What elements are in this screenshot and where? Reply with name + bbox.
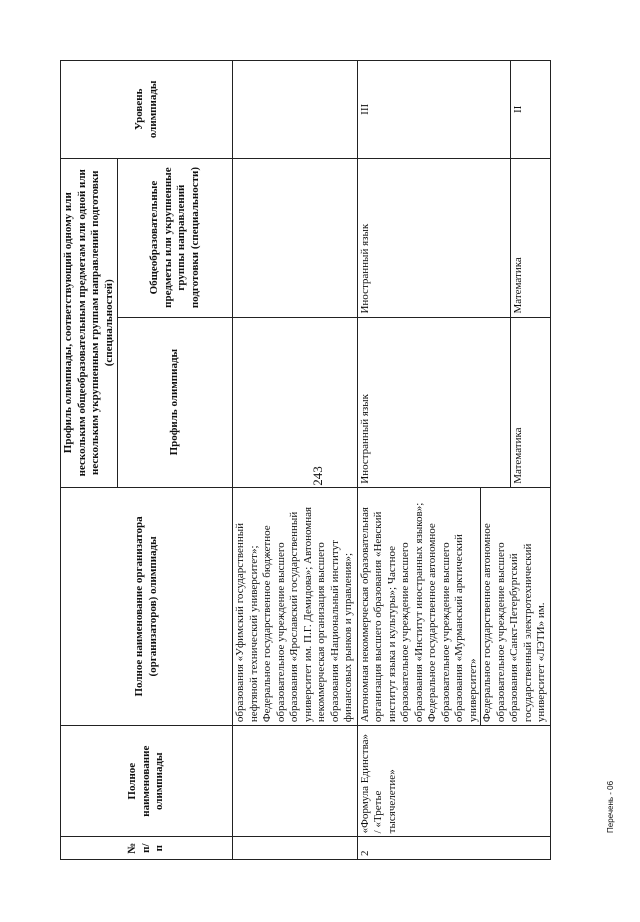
cell-profile: Иностранный язык — [357, 317, 510, 487]
header-organizer: Полное наименование организатора (организаторов) олимпиады — [61, 487, 233, 725]
cell-num — [233, 837, 358, 860]
header-subjects: Общеобразовательные предметы или укрупненные группы направлений подготовки (специальности) — [118, 158, 233, 317]
olympiad-table-rotated — [60, 60, 580, 860]
footer-label: Перечень - 06 — [606, 780, 615, 833]
header-name: Полное наименование олимпиады — [61, 726, 233, 837]
cell-subjects: Математика — [510, 158, 550, 317]
cell-subjects — [233, 158, 358, 317]
table-row — [357, 61, 510, 860]
cell-num: 2 — [357, 837, 550, 860]
cell-organizer — [357, 487, 550, 725]
header-profile: Профиль олимпиады — [118, 317, 233, 487]
cell-level: II — [510, 61, 550, 159]
page-number: 243 — [310, 466, 325, 486]
cell-name: «Формула Единства» / «Третье тысячелетие» — [357, 726, 550, 837]
header-num: № п/п — [61, 837, 233, 860]
olympiad-table — [60, 60, 551, 860]
cell-level — [233, 61, 358, 159]
cell-level: III — [357, 61, 510, 159]
cell-organizer: образования «Уфимский государственный нефтяной технический университет»; Федеральное государственное бюджетное образовательное учреждение высшего образования «Ярославский государственный университет им. П.Г. Демидова»; Автономная некоммерческая организация высшего образования «Национальный институт финансовых рынков и управления»; — [233, 487, 358, 725]
cell-profile — [233, 317, 358, 487]
cell-profile: Математика — [510, 317, 550, 487]
organizer-part-2: Федеральное государственное автономное образовательное учреждение высшего образования «Санкт-Петербургский государственный электротехнический университет «ЛЭТИ» им. — [480, 488, 549, 725]
cell-subjects: Иностранный язык — [357, 158, 510, 317]
header-profile-group: Профиль олимпиады, соответствующий одному или нескольким общеобразовательным предметам или одной или нескольким укрупненным группам направлений подготовки (специальностей) — [61, 158, 118, 487]
header-row — [61, 61, 118, 860]
table-row — [233, 61, 358, 860]
organizer-part-1: Автономная некоммерческая образовательная организация высшего образования «Невский институт языка и культуры»; Частное образовательное учреждение высшего образования «Институт иностранных языков»; Федеральное государственное автономное образовательное учреждение высшего образования «Мурманский арктический университет» — [358, 502, 479, 723]
header-level: Уровень олимпиады — [61, 61, 233, 159]
cell-name — [233, 726, 358, 837]
